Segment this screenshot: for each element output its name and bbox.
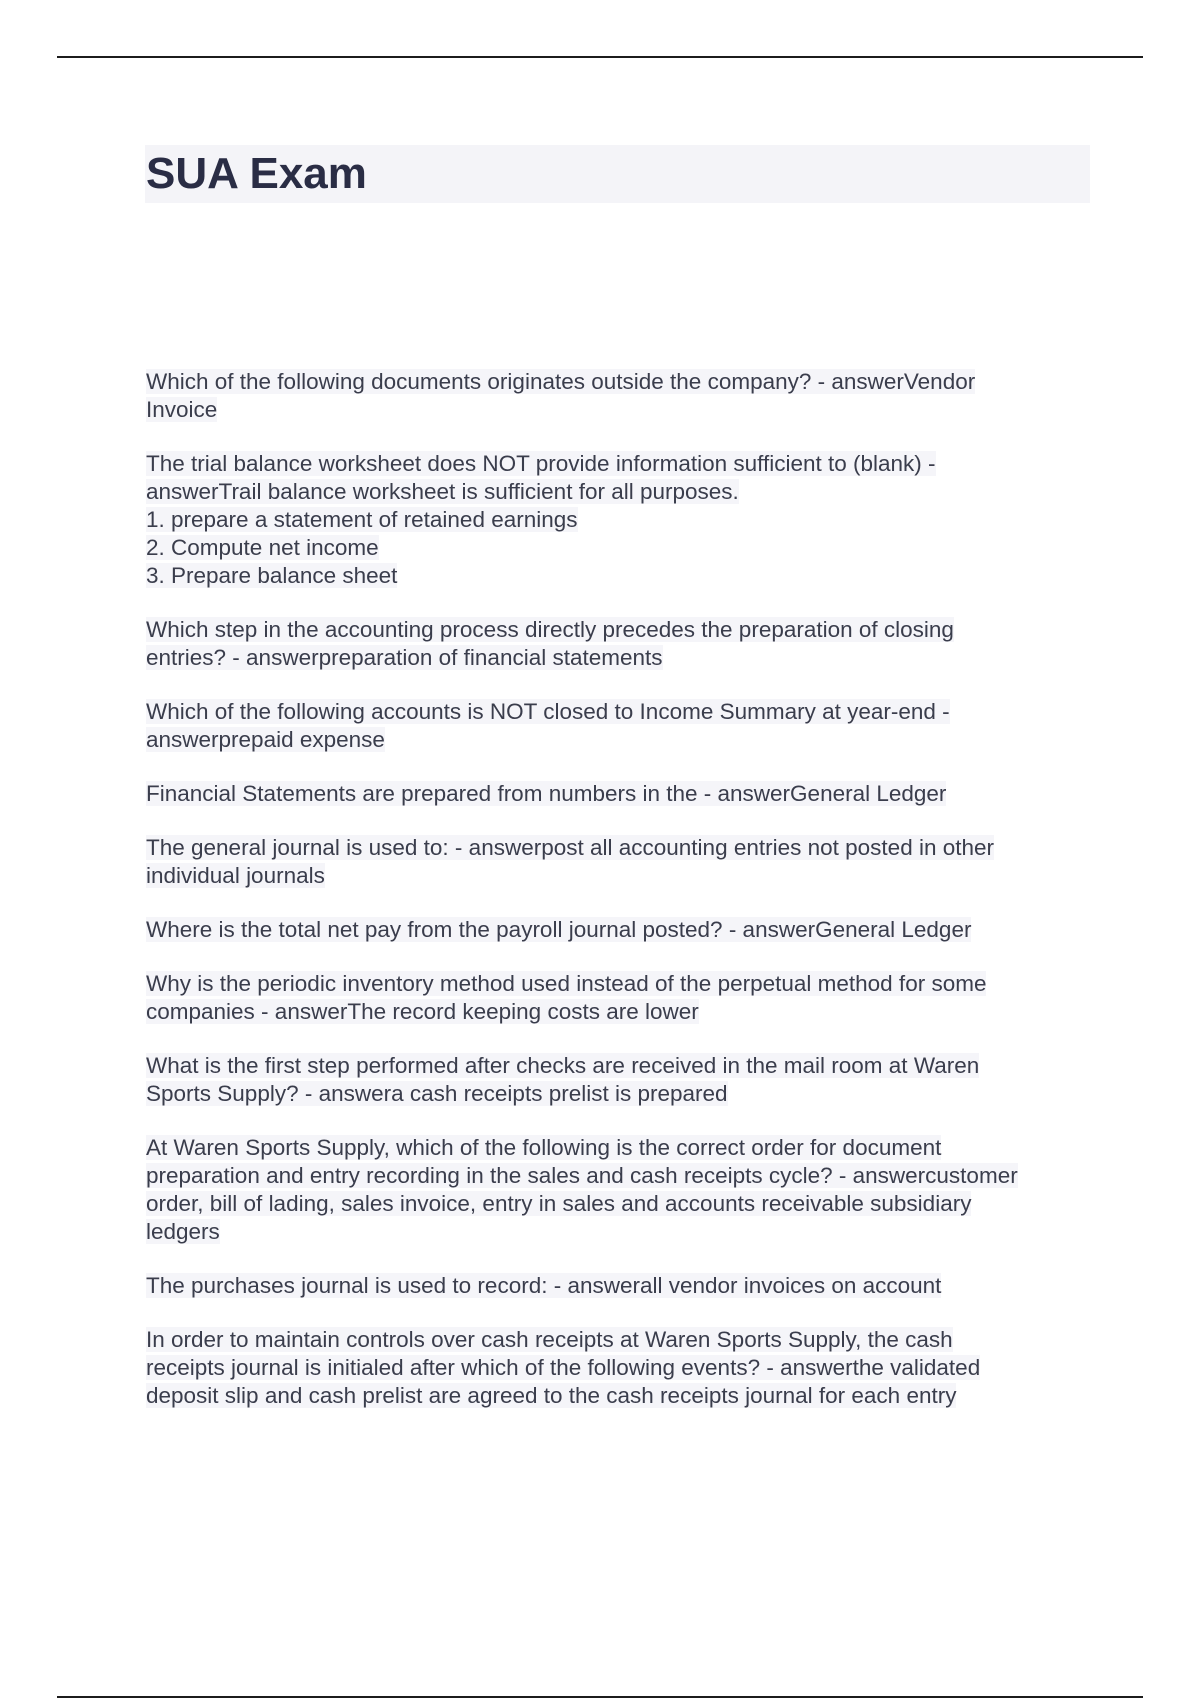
qa-line-text: The general journal is used to: - answerpost all accounting entries not posted in other xyxy=(146,835,995,860)
qa-line-text: answerprepaid expense xyxy=(146,727,385,752)
qa-line xyxy=(146,698,1096,726)
qa-line-text: preparation and entry recording in the sales and cash receipts cycle? - answercustomer xyxy=(146,1163,1018,1188)
qa-item xyxy=(146,1272,1096,1300)
qa-line-text: deposit slip and cash prelist are agreed to the cash receipts journal for each entry xyxy=(146,1383,957,1408)
qa-line-text: order, bill of lading, sales invoice, entry in sales and accounts receivable subsidiary xyxy=(146,1191,972,1216)
qa-line xyxy=(146,562,1096,590)
qa-line xyxy=(146,1162,1096,1190)
qa-line-text: entries? - answerpreparation of financial statements xyxy=(146,645,663,670)
qa-line xyxy=(146,916,1096,944)
qa-line xyxy=(146,1134,1096,1162)
qa-item xyxy=(146,834,1096,890)
qa-line-text: At Waren Sports Supply, which of the following is the correct order for document xyxy=(146,1135,942,1160)
qa-line-text: Invoice xyxy=(146,397,218,422)
qa-line-text: Financial Statements are prepared from numbers in the - answerGeneral Ledger xyxy=(146,781,947,806)
qa-line-text: answerTrail balance worksheet is sufficient for all purposes. xyxy=(146,479,739,504)
qa-item xyxy=(146,616,1096,672)
qa-line-text: 2. Compute net income xyxy=(146,535,379,560)
qa-item xyxy=(146,1326,1096,1410)
qa-item xyxy=(146,450,1096,590)
question-answer-list xyxy=(146,368,1096,1436)
qa-line-text: receipts journal is initialed after which of the following events? - answerthe validated xyxy=(146,1355,981,1380)
qa-item xyxy=(146,1052,1096,1108)
qa-line-text: Why is the periodic inventory method used instead of the perpetual method for some xyxy=(146,971,987,996)
qa-item xyxy=(146,970,1096,1026)
qa-line-text: In order to maintain controls over cash receipts at Waren Sports Supply, the cash xyxy=(146,1327,953,1352)
top-divider xyxy=(57,56,1143,58)
qa-line xyxy=(146,726,1096,754)
qa-line-text: 1. prepare a statement of retained earnings xyxy=(146,507,578,532)
qa-line-text: The trial balance worksheet does NOT provide information sufficient to (blank) - xyxy=(146,451,936,476)
qa-line xyxy=(146,396,1096,424)
qa-line xyxy=(146,368,1096,396)
qa-line-text: companies - answerThe record keeping costs are lower xyxy=(146,999,699,1024)
qa-line-text: Which of the following documents originates outside the company? - answerVendor xyxy=(146,369,976,394)
qa-line-text: individual journals xyxy=(146,863,325,888)
qa-line xyxy=(146,1080,1096,1108)
qa-item xyxy=(146,368,1096,424)
qa-line xyxy=(146,1382,1096,1410)
qa-line-text: ledgers xyxy=(146,1219,220,1244)
qa-item xyxy=(146,698,1096,754)
qa-line xyxy=(146,506,1096,534)
qa-line xyxy=(146,1326,1096,1354)
qa-line xyxy=(146,1190,1096,1218)
qa-line xyxy=(146,534,1096,562)
qa-item xyxy=(146,780,1096,808)
qa-line-text: Which of the following accounts is NOT closed to Income Summary at year-end - xyxy=(146,699,950,724)
qa-line-text: The purchases journal is used to record: - answerall vendor invoices on account xyxy=(146,1273,942,1298)
qa-line xyxy=(146,644,1096,672)
qa-line xyxy=(146,998,1096,1026)
page-title: SUA Exam xyxy=(146,149,367,198)
bottom-divider xyxy=(57,1696,1143,1698)
qa-line xyxy=(146,1354,1096,1382)
qa-line-text: Which step in the accounting process directly precedes the preparation of closing xyxy=(146,617,954,642)
qa-line-text: Sports Supply? - answera cash receipts prelist is prepared xyxy=(146,1081,728,1106)
qa-line xyxy=(146,1052,1096,1080)
qa-line-text: What is the first step performed after checks are received in the mail room at Waren xyxy=(146,1053,980,1078)
qa-line xyxy=(146,450,1096,478)
qa-line xyxy=(146,834,1096,862)
qa-line xyxy=(146,862,1096,890)
qa-item xyxy=(146,1134,1096,1246)
qa-line xyxy=(146,1272,1096,1300)
qa-item xyxy=(146,916,1096,944)
qa-line xyxy=(146,970,1096,998)
qa-line-text: 3. Prepare balance sheet xyxy=(146,563,398,588)
qa-line-text: Where is the total net pay from the payroll journal posted? - answerGeneral Ledger xyxy=(146,917,972,942)
qa-line xyxy=(146,478,1096,506)
qa-line xyxy=(146,616,1096,644)
qa-line xyxy=(146,780,1096,808)
qa-line xyxy=(146,1218,1096,1246)
